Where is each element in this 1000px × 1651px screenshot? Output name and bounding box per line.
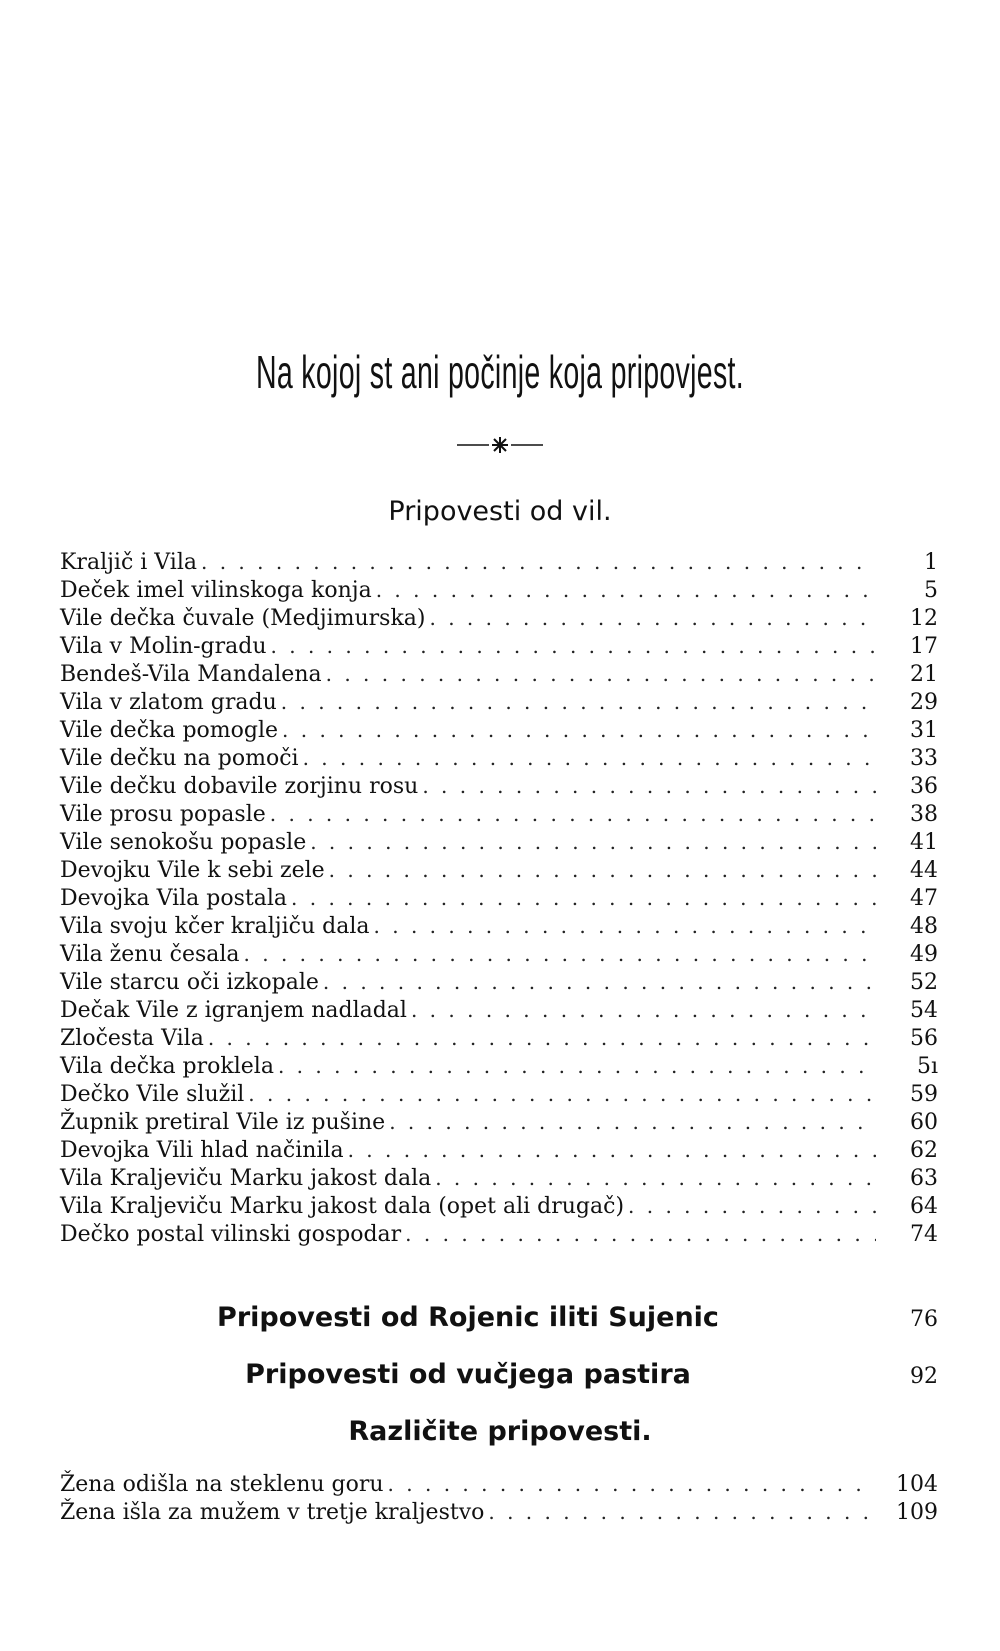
entry-title: Vile dečka čuvale (Medjimurska) <box>60 606 426 631</box>
entry-page: 44 <box>910 858 938 883</box>
entry-title: Dečko postal vilinski gospodar <box>60 1222 402 1247</box>
entry-title: Vila dečka proklela <box>60 1054 274 1079</box>
toc-entry <box>60 1080 938 1108</box>
entry-page: 21 <box>910 662 938 687</box>
entry-page: 62 <box>910 1138 938 1163</box>
toc-entry <box>60 1220 938 1248</box>
entry-title: Dečak Vile z igranjem nadladal <box>60 998 407 1023</box>
toc-entry <box>60 940 938 968</box>
entry-title: Vile senokošu popasle <box>60 830 307 855</box>
entry-page: 109 <box>896 1500 938 1525</box>
toc-list-razlicite <box>60 1470 938 1526</box>
dot-leader <box>270 800 876 828</box>
dot-leader <box>435 1164 876 1192</box>
dot-leader <box>429 604 876 632</box>
subsection-page: 92 <box>910 1364 938 1389</box>
subsection-rojenic <box>60 1298 938 1338</box>
dot-leader <box>405 1220 876 1248</box>
entry-page: 60 <box>910 1110 938 1135</box>
subsection-vucjega-pastira <box>60 1355 938 1395</box>
dot-leader <box>281 688 876 716</box>
dot-leader <box>329 856 876 884</box>
entry-title: Devojka Vili hlad načinila <box>60 1138 344 1163</box>
entry-page: 12 <box>910 606 938 631</box>
dot-leader <box>278 1052 876 1080</box>
toc-entry <box>60 1108 938 1136</box>
toc-entry <box>60 828 938 856</box>
toc-entry <box>60 1498 938 1526</box>
dot-leader <box>282 716 876 744</box>
subsection-page: 76 <box>910 1307 938 1332</box>
dot-leader <box>376 576 876 604</box>
entry-title: Vila Kraljeviču Marku jakost dala <box>60 1166 432 1191</box>
dot-leader <box>310 828 876 856</box>
entry-page: 54 <box>910 998 938 1023</box>
entry-page: 47 <box>910 886 938 911</box>
entry-page: 63 <box>910 1166 938 1191</box>
entry-title: Vila v Molin-gradu <box>60 634 267 659</box>
toc-entry <box>60 884 938 912</box>
toc-entry <box>60 968 938 996</box>
entry-page: 48 <box>910 914 938 939</box>
entry-title: Žena odišla na steklenu goru <box>60 1472 384 1497</box>
section-heading-razlicite: Različite pripovesti. <box>348 1416 652 1447</box>
entry-title: Vila Kraljeviču Marku jakost dala (opet ali drugač) <box>60 1194 625 1219</box>
entry-title: Vila ženu česala <box>60 942 240 967</box>
toc-entry <box>60 1470 938 1498</box>
entry-title: Vile dečku na pomoči <box>60 746 299 771</box>
entry-title: Zločesta Vila <box>60 1026 204 1051</box>
dot-leader <box>628 1192 876 1220</box>
toc-entry <box>60 1052 938 1080</box>
toc-entry <box>60 548 938 576</box>
entry-page: 38 <box>910 802 938 827</box>
toc-entry <box>60 912 938 940</box>
dot-leader <box>208 1024 876 1052</box>
dot-leader <box>244 940 876 968</box>
toc-entry <box>60 800 938 828</box>
entry-page: 52 <box>910 970 938 995</box>
dot-leader <box>303 744 876 772</box>
entry-title: Bendeš-Vila Mandalena <box>60 662 322 687</box>
entry-page: 36 <box>910 774 938 799</box>
toc-entry <box>60 660 938 688</box>
entry-page: 74 <box>910 1222 938 1247</box>
dot-leader <box>388 1470 876 1498</box>
toc-entry <box>60 1192 938 1220</box>
dot-leader <box>488 1498 876 1526</box>
entry-page: 1 <box>924 550 938 575</box>
entry-page: 29 <box>910 690 938 715</box>
toc-entry <box>60 772 938 800</box>
entry-title: Žena išla za mužem v tretje kraljestvo <box>60 1500 485 1525</box>
page-title: Na kojoj st ani počinje koja pripovjest. <box>256 346 744 398</box>
entry-title: Župnik pretiral Vile iz pušine <box>60 1110 386 1135</box>
entry-page: 64 <box>910 1194 938 1219</box>
toc-entry <box>60 688 938 716</box>
dot-leader <box>326 660 876 688</box>
dot-leader <box>389 1108 876 1136</box>
toc-entry <box>60 576 938 604</box>
subsection-title: Pripovesti od Rojenic iliti Sujenic <box>217 1302 719 1333</box>
entry-title: Devojka Vila postala <box>60 886 288 911</box>
entry-title: Devojku Vile k sebi zele <box>60 858 325 883</box>
dot-leader <box>201 548 876 576</box>
toc-entry <box>60 996 938 1024</box>
entry-page: 17 <box>910 634 938 659</box>
dot-leader <box>323 968 876 996</box>
dot-leader <box>248 1080 876 1108</box>
dot-leader <box>291 884 876 912</box>
entry-title: Vile starcu oči izkopale <box>60 970 319 995</box>
section-heading-vile: Pripovesti od vil. <box>388 496 612 527</box>
toc-entry <box>60 1024 938 1052</box>
toc-entry <box>60 856 938 884</box>
entry-title: Vile prosu popasle <box>60 802 266 827</box>
entry-title: Vile dečku dobavile zorjinu rosu <box>60 774 419 799</box>
toc-entry <box>60 744 938 772</box>
entry-page: 104 <box>896 1472 938 1497</box>
dot-leader <box>411 996 876 1024</box>
entry-page: 33 <box>910 746 938 771</box>
toc-entry <box>60 1164 938 1192</box>
dot-leader <box>374 912 876 940</box>
entry-page: 41 <box>910 830 938 855</box>
entry-page: 31 <box>910 718 938 743</box>
entry-page: 56 <box>910 1026 938 1051</box>
toc-list-vile <box>60 548 938 1248</box>
entry-page: 59 <box>910 1082 938 1107</box>
entry-page: 49 <box>910 942 938 967</box>
toc-entry <box>60 716 938 744</box>
dot-leader <box>422 772 876 800</box>
dot-leader <box>348 1136 876 1164</box>
toc-entry <box>60 632 938 660</box>
asterisk-ornament-icon <box>455 435 545 455</box>
entry-title: Vila svoju kčer kraljiču dala <box>60 914 370 939</box>
entry-title: Kraljič i Vila <box>60 550 197 575</box>
subsection-title: Pripovesti od vučjega pastira <box>245 1359 691 1390</box>
entry-title: Dečko Vile služil <box>60 1082 245 1107</box>
entry-title: Vila v zlatom gradu <box>60 690 277 715</box>
toc-entry <box>60 604 938 632</box>
entry-page: 5 <box>924 578 938 603</box>
entry-page: 5ı <box>916 1054 938 1079</box>
entry-title: Deček imel vilinskoga konja <box>60 578 372 603</box>
dot-leader <box>271 632 876 660</box>
toc-entry <box>60 1136 938 1164</box>
entry-title: Vile dečka pomogle <box>60 718 279 743</box>
